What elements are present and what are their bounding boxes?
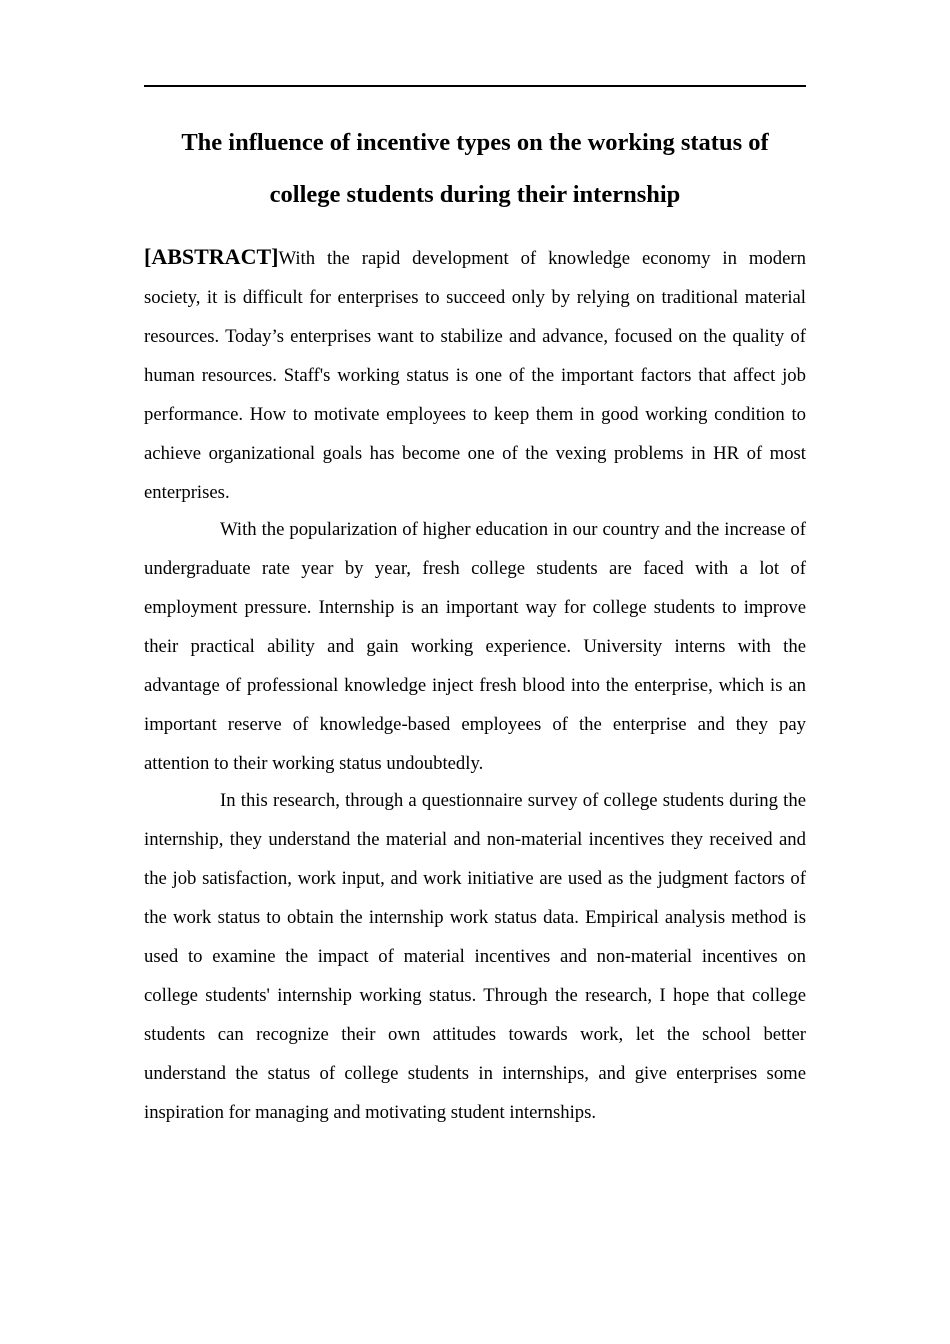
abstract-paragraph-2: With the popularization of higher education in our country and the increase of undergraduate rate year by year, fresh college students are faced with a lot of employment pressure. Internship is an important way for college students to improve their practical ability and gain working experience. University interns with the advantage of professional knowledge inject fresh blood into the enterprise, which is an important reserve of knowledge-based employees of the enterprise and they pay attention to their working status undoubtedly. [144,519,806,774]
abstract-paragraph-1 [144,237,806,512]
header-rule [144,85,806,87]
title-line-2: college students during their internship [269,181,681,208]
abstract-label: [ABSTRACT] [144,244,279,269]
paragraph-1-text: With the rapid development of knowledge economy in modern society, it is difficult for enterprises to succeed only by relying on traditional material resources. Today’s enterprises want to stabilize and advance, focused on the quality of human resources. Staff's working status is one of the important factors that affect job performance. How to motivate employees to keep them in good working condition to achieve organizational goals has become one of the vexing problems in HR of most enterprises. [144,248,806,503]
abstract-body [144,237,806,1132]
abstract-paragraph-3: In this research, through a questionnaire survey of college students during the internship, they understand the material and non-material incentives they received and the job satisfaction, work input, and work initiative are used as the judgment factors of the work status to obtain the internship work status data. Empirical analysis method is used to examine the impact of material incentives and non-material incentives on college students' internship working status. Through the research, I hope that college students can recognize their own attitudes towards work, let the school better understand the status of college students in internships, and give enterprises some inspiration for managing and motivating student internships. [144,790,806,1123]
title-line-1: The influence of incentive types on the working status of [181,129,769,156]
page-title [144,117,806,221]
